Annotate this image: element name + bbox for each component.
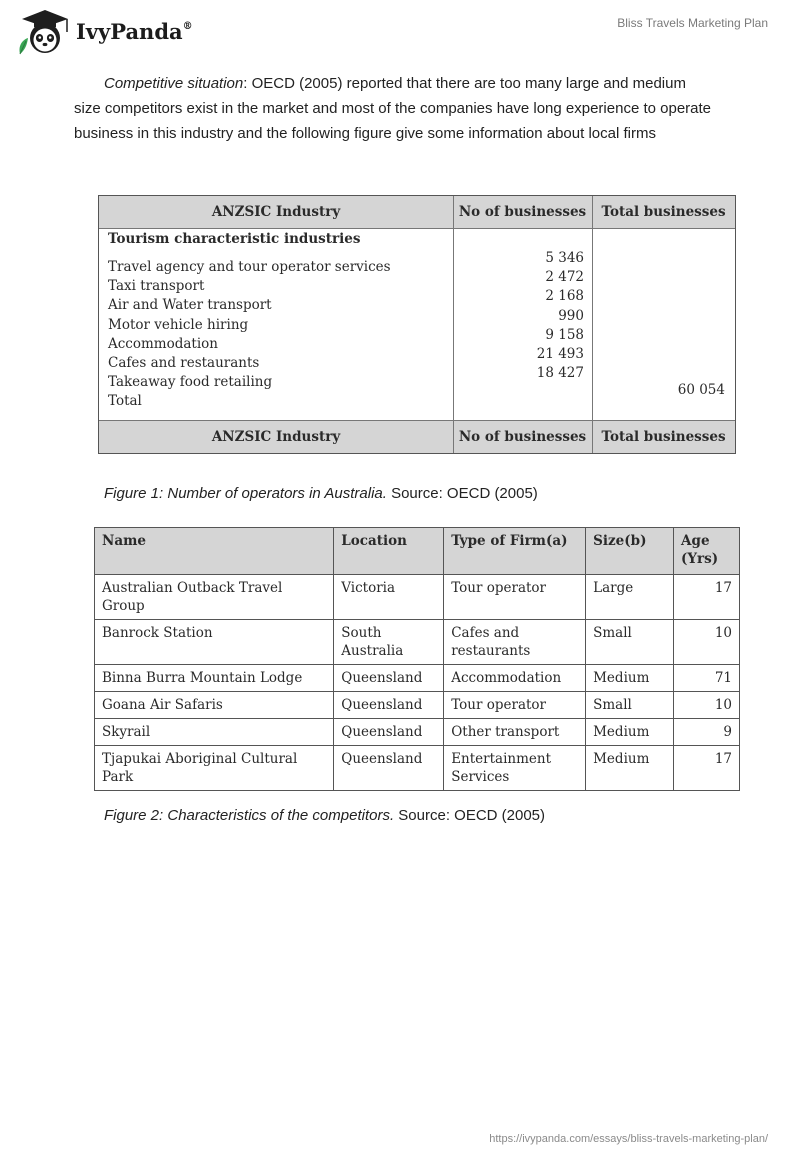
cell-location: Queensland [334, 746, 444, 791]
brand-name: IvyPanda® [76, 18, 193, 44]
table-footer-row [99, 420, 735, 453]
cell-type: Entertainment Services [444, 746, 586, 791]
figure1-caption [104, 485, 538, 502]
cell-name: Skyrail [95, 719, 334, 746]
paragraph-lead-italic: Competitive situation [104, 75, 244, 92]
table-body [99, 228, 735, 421]
figure2-caption-source: Source: OECD (2005) [394, 807, 546, 824]
cell-location: Queensland [334, 719, 444, 746]
cell-location: Queensland [334, 692, 444, 719]
cell-age: 10 [674, 620, 740, 665]
header-name: Name [95, 528, 334, 575]
brand-logo[interactable] [14, 8, 193, 56]
header-age: Age (Yrs) [674, 528, 740, 575]
header-type-of-firm: Type of Firm(a) [444, 528, 586, 575]
table-row [95, 620, 740, 665]
cell-size: Medium [586, 746, 674, 791]
table-row [95, 746, 740, 791]
total-value: 60 054 [677, 382, 725, 398]
source-url-link[interactable]: https://ivypanda.com/essays/bliss-travels-marketing-plan/ [489, 1133, 768, 1145]
figure1-caption-source: Source: OECD (2005) [386, 485, 538, 502]
figure2-caption-title: Figure 2: Characteristics of the competitors. [104, 807, 395, 824]
industry-label: Accommodation [108, 335, 218, 352]
section-title: Tourism characteristic industries [108, 231, 361, 247]
footer-anzsic-industry: ANZSIC Industry [211, 429, 341, 445]
header-location: Location [334, 528, 444, 575]
page-header [0, 0, 800, 60]
operators-table [98, 195, 736, 454]
cell-type: Accommodation [444, 665, 586, 692]
cell-size: Medium [586, 665, 674, 692]
industry-label: Motor vehicle hiring [108, 316, 249, 333]
cell-age: 71 [674, 665, 740, 692]
industry-label: Cafes and restaurants [108, 355, 260, 372]
cell-location: Victoria [334, 575, 444, 620]
document-title: Bliss Travels Marketing Plan [617, 16, 768, 30]
header-anzsic-industry: ANZSIC Industry [211, 204, 341, 220]
cell-age: 17 [674, 746, 740, 791]
cell-age: 9 [674, 719, 740, 746]
industry-label: Travel agency and tour operator services [108, 259, 391, 275]
cell-name: Banrock Station [95, 620, 334, 665]
cell-name: Australian Outback Travel Group [95, 575, 334, 620]
industry-label: Takeaway food retailing [108, 374, 273, 391]
column-divider [592, 196, 593, 453]
cell-type: Cafes and restaurants [444, 620, 586, 665]
business-counts [453, 249, 584, 383]
footer-no-of-businesses: No of businesses [458, 429, 587, 445]
table-row [95, 692, 740, 719]
footer-total-businesses: Total businesses [601, 429, 726, 445]
cell-age: 17 [674, 575, 740, 620]
business-count: 2 168 [545, 288, 584, 305]
figure2-caption [104, 807, 545, 824]
total-label: Total [108, 393, 142, 410]
cell-size: Medium [586, 719, 674, 746]
cell-type: Tour operator [444, 692, 586, 719]
cell-location: Queensland [334, 665, 444, 692]
competitors-table [94, 527, 740, 791]
cell-name: Goana Air Safaris [95, 692, 334, 719]
business-count: 2 472 [545, 269, 584, 286]
table-row [95, 575, 740, 620]
header-total-businesses: Total businesses [601, 204, 726, 220]
cell-type: Tour operator [444, 575, 586, 620]
cell-size: Small [586, 692, 674, 719]
panda-graduate-icon [14, 8, 72, 56]
table-row [95, 719, 740, 746]
cell-age: 10 [674, 692, 740, 719]
business-count: 18 427 [536, 365, 584, 382]
paragraph-text [74, 71, 714, 146]
figure1-caption-title: Figure 1: Number of operators in Australia. [104, 485, 387, 502]
header-size: Size(b) [586, 528, 674, 575]
table-row [95, 665, 740, 692]
paragraph-body: : OECD (2005) reported that there are too many large and medium size competitors exist in the market and most of the companies have long experience to operate business in this industry and the following figure give some information about local firms [74, 75, 712, 142]
cell-name: Tjapukai Aboriginal Cultural Park [95, 746, 334, 791]
business-count: 5 346 [545, 250, 584, 266]
industry-labels [108, 258, 391, 412]
cell-size: Small [586, 620, 674, 665]
cell-type: Other transport [444, 719, 586, 746]
header-no-of-businesses: No of businesses [458, 204, 587, 220]
body-paragraph [74, 71, 714, 146]
table-header-row [99, 196, 735, 229]
table-header-row [95, 528, 740, 575]
business-count: 990 [558, 307, 584, 324]
cell-name: Binna Burra Mountain Lodge [95, 665, 334, 692]
industry-label: Air and Water transport [108, 297, 272, 314]
column-divider [453, 196, 454, 453]
business-count: 21 493 [536, 346, 584, 363]
cell-location: South Australia [334, 620, 444, 665]
cell-size: Large [586, 575, 674, 620]
business-count: 9 158 [545, 326, 584, 343]
industry-label: Taxi transport [108, 278, 205, 295]
